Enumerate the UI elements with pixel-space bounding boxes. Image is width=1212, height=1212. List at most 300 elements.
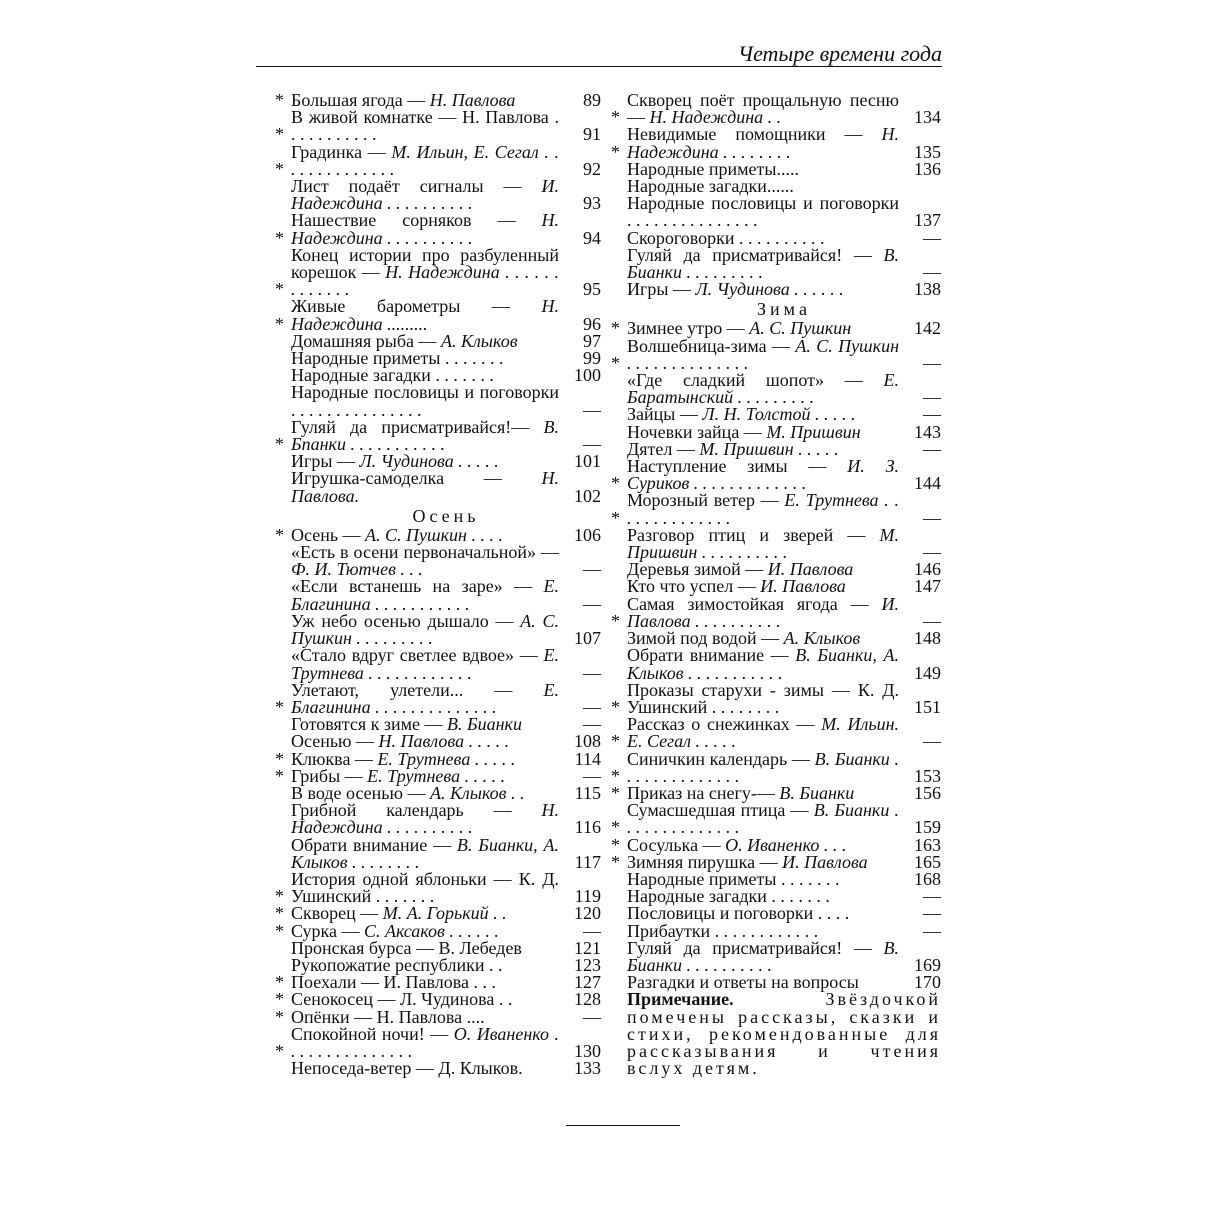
entry-author: В. Бианки . . . . . . . . . . <box>627 937 899 975</box>
entry-page-number: 106 <box>574 524 601 545</box>
entry-page-number: — <box>923 404 941 425</box>
recommended-marker: * <box>275 279 284 300</box>
entry-title <box>291 544 559 578</box>
entry-page-number: 135 <box>914 141 941 162</box>
entry-author: М. Пришвин . . . . . <box>699 438 839 459</box>
entry-title-text: Волшебница-зима — <box>627 335 796 356</box>
entry-page-number: 108 <box>574 731 601 752</box>
entry-author: А. С. Пушкин . . . . . . . . . <box>291 610 559 649</box>
toc-entry <box>611 281 941 298</box>
recommended-marker: * <box>611 141 620 162</box>
entry-title-text: Народные приметы . . . . . . . <box>291 348 504 369</box>
toc-entry <box>275 1023 601 1061</box>
entry-author: Н. Надеждина ......... <box>291 296 559 334</box>
toc-entry <box>275 834 601 872</box>
recommended-marker: * <box>275 1040 284 1061</box>
recommended-marker: * <box>275 972 284 993</box>
entry-title-text: Гуляй да присматривайся!— <box>291 416 544 437</box>
entry-title-text: История одной яблоньки — К. Д. Ушинский . . . . . . . <box>291 868 559 907</box>
toc-entry <box>275 416 601 455</box>
footnote-text: Звёздочкой помечены рассказы, сказки и стихи, рекомендованные для рассказывания и чтения вслух детям. <box>627 989 941 1079</box>
entry-page-number: — <box>583 696 601 717</box>
entry-title-text: Обрати внимание — <box>291 834 457 855</box>
toc-entry <box>611 244 941 283</box>
entry-page-number: 93 <box>583 193 601 214</box>
entry-author: Л. Н. Толстой . . . . . <box>702 404 856 425</box>
entry-page-number: 142 <box>914 318 941 339</box>
entry-title <box>627 524 899 563</box>
entry-page-number: 143 <box>914 421 941 442</box>
toc-entry <box>275 610 601 649</box>
toc-entry <box>275 178 601 212</box>
entry-title-text: Рассказ о снежинках — <box>627 714 822 735</box>
entry-title <box>291 679 559 717</box>
entry-author: Е. Трутнева . . . . . <box>377 748 516 769</box>
entry-title-text: В живой комнатке — Н. Павлова . . . . . . . . . . . <box>291 107 559 145</box>
entry-title <box>627 716 899 750</box>
toc-entry <box>275 679 601 717</box>
entry-author: В. Бианки <box>446 714 522 735</box>
entry-page-number: 102 <box>574 485 601 506</box>
entry-author: Ф. И. Тютчев . . . <box>291 559 423 580</box>
entry-page-number: 97 <box>583 330 601 351</box>
entry-page-number: 117 <box>574 851 601 872</box>
recommended-marker: * <box>275 765 284 786</box>
entry-page-number: — <box>583 434 601 455</box>
entry-page-number: 149 <box>914 662 941 683</box>
entry-page-number: 114 <box>574 748 601 769</box>
entry-page-number: 89 <box>583 90 601 110</box>
recommended-marker: * <box>275 90 284 110</box>
entry-author: В. Бианки . . . . . . . . . . . . . . <box>627 800 899 838</box>
recommended-marker: * <box>275 903 284 924</box>
entry-title-text: Игры — <box>291 451 360 472</box>
entry-title-text: Синичкин календарь — <box>627 748 815 769</box>
entry-page-number: — <box>583 714 601 735</box>
entry-title-text: Живые барометры — <box>291 296 542 317</box>
entry-author: Е. Баратынский . . . . . . . . . <box>627 370 899 408</box>
entry-title-text: Сосулька — <box>627 834 726 855</box>
entry-title-text: Обрати внимание — <box>627 645 796 666</box>
entry-title-text: Зимой под водой — <box>627 628 784 649</box>
entry-title-text: Игры — <box>627 279 696 300</box>
entry-title <box>291 868 559 907</box>
entry-title-text: Кто что успел — <box>627 576 761 597</box>
entry-title <box>291 244 559 300</box>
toc-entry <box>275 109 601 143</box>
entry-title-text: Сумасшедшая птица — <box>627 800 814 821</box>
recommended-marker: * <box>275 434 284 455</box>
entry-page-number: 123 <box>574 954 601 975</box>
entry-title-text: Домашняя рыба — <box>291 330 441 351</box>
entry-title-text: Морозный ветер — <box>627 490 785 511</box>
entry-page-number: 94 <box>583 227 601 248</box>
recommended-marker: * <box>275 920 284 941</box>
entry-title-text: Спокойной ночи! — <box>291 1023 454 1044</box>
entry-title-text: Прибаутки . . . . . . . . . . . . <box>627 920 819 941</box>
entry-author: В. Бпанки . . . . . . . . . . . <box>291 416 559 455</box>
entry-page-number: 144 <box>914 473 941 494</box>
entry-page-number: — <box>923 610 941 631</box>
recommended-marker: * <box>611 610 620 631</box>
entry-page-number: — <box>923 352 941 373</box>
entry-title-text: Градинка — <box>291 141 392 162</box>
entry-title-text: Нашествие сорняков — <box>291 210 542 231</box>
entry-title-text: «Где сладкий шопот» — <box>627 370 884 391</box>
entry-author: Л. Чудинова . . . . . . <box>695 279 844 300</box>
entry-author: Н. Надеждина . . . . . . . . . . <box>291 800 559 838</box>
entry-title <box>291 212 559 246</box>
entry-title-text: Сурка — <box>291 920 365 941</box>
entry-author: И. Павлова <box>767 559 854 580</box>
toc-entry <box>611 748 941 786</box>
recommended-marker: * <box>275 696 284 717</box>
toc-right-column <box>611 92 941 1077</box>
entry-author: Н. Надеждина . . <box>649 107 782 128</box>
toc-entry <box>275 647 601 681</box>
entry-page-number: 119 <box>574 886 601 907</box>
recommended-marker: * <box>611 851 620 872</box>
entry-title-text: Приказ на снегу-— <box>627 782 780 803</box>
entry-title-text: Грибной календарь — <box>291 800 542 821</box>
entry-author: Е. Трутнева . . . . . <box>367 765 506 786</box>
entry-title-text: «Есть в осени первоначальной» — <box>291 542 559 563</box>
entry-title-text: Опёнки — Н. Павлова .... <box>291 1006 485 1027</box>
entry-page-number: 159 <box>914 817 941 838</box>
section-heading: Осень <box>412 505 480 526</box>
entry-author: Н. Павлова. <box>291 468 559 506</box>
entry-title-text: Народные загадки . . . . . . . <box>291 365 494 386</box>
toc-entry <box>275 141 601 179</box>
entry-author: В. Бианки . . . . . . . . . . . . . . <box>627 748 899 786</box>
entry-title <box>291 1060 559 1077</box>
entry-author: Н. Надеждина . . . . . . . . . . <box>291 210 559 248</box>
entry-title <box>291 416 559 455</box>
entry-author: В. Бианки, А. Клыков . . . . . . . . <box>291 834 559 872</box>
section-heading: Зима <box>757 299 811 320</box>
entry-author: И. З. Суриков . . . . . . . . . . . . . <box>627 456 899 494</box>
entry-page-number: 147 <box>914 576 941 597</box>
entry-title <box>627 92 899 126</box>
header-divider <box>256 66 942 67</box>
entry-author: С. Аксаков . . . . . . <box>364 920 499 941</box>
entry-title-text: Ночевки зайца — <box>627 421 767 442</box>
entry-title-text: Рукопожатие республики . . <box>291 954 503 975</box>
entry-title-text: Конец истории про разбуленный корешок — <box>291 244 559 283</box>
recommended-marker: * <box>611 731 620 752</box>
entry-title-text: Невидимые помощники — <box>627 124 882 145</box>
toc-left-column <box>275 92 601 1077</box>
entry-title <box>291 470 559 504</box>
entry-page-number: — <box>583 765 601 786</box>
toc-entry <box>275 470 601 504</box>
toc-entry <box>611 372 941 406</box>
entry-page-number: 169 <box>914 954 941 975</box>
entry-page-number: 120 <box>574 903 601 924</box>
recommended-marker: * <box>275 524 284 545</box>
entry-author: А. С. Пушкин . . . . <box>365 524 503 545</box>
entry-title <box>627 937 899 975</box>
entry-title <box>627 372 899 406</box>
recommended-marker: * <box>275 748 284 769</box>
entry-page-number: 121 <box>574 937 601 958</box>
toc-entry <box>275 544 601 578</box>
toc-entry <box>611 524 941 563</box>
entry-page-number: 148 <box>914 628 941 649</box>
entry-title <box>627 748 899 786</box>
entry-author: М. Пришвин . . . . . . . . . . <box>627 524 899 563</box>
entry-page-number: — <box>583 559 601 580</box>
entry-author: Н. Надеждина . . . . . . . . . . . . . <box>291 262 559 300</box>
entry-title-text: Гуляй да присматривайся! — <box>627 244 884 265</box>
entry-page-number: 92 <box>583 158 601 179</box>
recommended-marker: * <box>611 352 620 373</box>
entry-page-number: 170 <box>914 972 941 993</box>
entry-page-number: — <box>583 920 601 941</box>
toc-entry <box>275 212 601 246</box>
entry-title-text: Самая зимостойкая ягода — <box>627 593 882 614</box>
entry-page-number: 168 <box>914 868 941 889</box>
recommended-marker: * <box>611 507 620 528</box>
entry-author: Н. Павлова <box>429 90 516 110</box>
entry-author: А. С. Пушкин . . . . . . . . . . . . . . <box>627 335 899 373</box>
recommended-marker: * <box>611 107 620 128</box>
entry-author: О. Иваненко . . . . . . . . . . . . . . . <box>291 1023 559 1061</box>
recommended-marker: * <box>611 473 620 494</box>
entry-page-number: 151 <box>914 696 941 717</box>
recommended-marker: * <box>275 989 284 1010</box>
entry-title-text: Проказы старухи - зимы — К. Д. Ушинский . . . . . . . . <box>627 679 899 717</box>
entry-author: М. Пришвин <box>766 421 861 442</box>
entry-title-text: Уж небо осенью дышало — <box>291 610 521 631</box>
recommended-marker: * <box>611 765 620 786</box>
entry-title-text: Осенью — <box>291 731 379 752</box>
entry-author: М. А. Горький . . <box>382 903 507 924</box>
running-head-title: Четыре времени года <box>737 41 942 66</box>
entry-page-number: — <box>583 662 601 683</box>
toc-entry <box>611 679 941 717</box>
entry-page-number: 95 <box>583 279 601 300</box>
toc-entry <box>275 1060 601 1077</box>
footnote-label: Примечание. <box>627 989 734 1010</box>
toc-entry <box>611 802 941 836</box>
entry-page-number: — <box>923 262 941 283</box>
entry-title-text: Непоседа-ветер — Д. Клыков. <box>291 1058 523 1079</box>
entry-author: А. Клыков <box>441 330 518 351</box>
entry-author: И. Павлова <box>782 851 868 872</box>
toc-entry <box>611 593 941 631</box>
entry-title-text: Сенокосец — Л. Чудинова . . <box>291 989 513 1010</box>
entry-page-number: 116 <box>574 817 601 838</box>
entry-page-number: 156 <box>914 782 941 803</box>
entry-page-number: 128 <box>574 989 601 1010</box>
entry-page-number: 96 <box>583 313 601 334</box>
entry-title <box>627 195 899 229</box>
entry-title-text: Поехали — И. Павлова . . . <box>291 972 496 993</box>
entry-title-text: В воде осенью — <box>291 782 430 803</box>
toc-entry <box>275 244 601 300</box>
entry-page-number: 130 <box>574 1040 601 1061</box>
toc-entry <box>611 458 941 492</box>
entry-author: А. С. Пушкин <box>749 318 852 339</box>
entry-title-text: Большая ягода — <box>291 90 430 110</box>
entry-author: И. Павлова . . . . . . . . . . <box>627 593 899 631</box>
entry-title-text: Игрушка-самоделка — <box>291 468 542 489</box>
entry-page-number: — <box>923 438 941 459</box>
entry-title <box>627 335 899 373</box>
entry-author: Л. Чудинова . . . . . <box>359 451 499 472</box>
entry-title-text: Скворец — <box>291 903 383 924</box>
entry-title <box>627 593 899 631</box>
entry-page-number: 136 <box>914 158 941 179</box>
entry-title-text: Готовятся к зиме — <box>291 714 447 735</box>
entry-title-text: Народные приметы..... <box>627 158 799 179</box>
entry-title <box>291 610 559 649</box>
recommended-marker: * <box>611 817 620 838</box>
toc-entry <box>611 937 941 975</box>
recommended-marker: * <box>275 124 284 145</box>
entry-author: М. Ильин. Е. Сегал . . . . . <box>627 714 900 752</box>
toc-entry <box>275 802 601 836</box>
entry-page-number: 163 <box>914 834 941 855</box>
entry-page-number: 115 <box>574 782 601 803</box>
recommended-marker: * <box>611 834 620 855</box>
entry-title <box>291 578 559 612</box>
toc-entry <box>275 578 601 612</box>
entry-page-number: 100 <box>574 365 601 386</box>
toc-entry <box>611 647 941 681</box>
toc-entry <box>611 126 941 160</box>
toc-entry <box>275 298 601 332</box>
entry-author: О. Иваненко . . . <box>725 834 847 855</box>
entry-title-text: Разгадки и ответы на вопросы <box>627 972 859 993</box>
entry-title-text: Народные пословицы и поговорки . . . . . . . . . . . . . . . <box>291 382 559 420</box>
entry-title-text: «Если встанешь на заре» — <box>291 576 544 597</box>
entry-title <box>291 647 559 681</box>
entry-page-number: — <box>923 886 941 907</box>
entry-author: А. Клыков . . <box>429 782 525 803</box>
entry-page-number: — <box>583 399 601 420</box>
entry-title-text: Наступление зимы — <box>627 456 848 477</box>
entry-author: И. Надеждина . . . . . . . . . . <box>291 176 559 214</box>
entry-title <box>627 802 899 836</box>
entry-title-text: Клюква — <box>291 748 378 769</box>
entry-author: В. Бианки, А. Клыков . . . . . . . . . . . <box>627 645 899 683</box>
entry-title <box>291 141 559 179</box>
entry-page-number: 101 <box>574 451 601 472</box>
recommended-marker: * <box>275 313 284 334</box>
entry-title-text: Грибы — <box>291 765 368 786</box>
entry-page-number: 99 <box>583 348 601 369</box>
entry-title-text: Деревья зимой — <box>627 559 768 580</box>
recommended-marker: * <box>275 1006 284 1027</box>
entry-title <box>627 647 899 681</box>
entry-title-text: Народные загадки . . . . . . . <box>627 886 830 907</box>
toc-entry <box>611 195 941 229</box>
entry-title-text: Улетают, улетели... — <box>291 679 544 700</box>
entry-page-number: 133 <box>574 1058 601 1079</box>
entry-page-number: 134 <box>914 107 941 128</box>
entry-page-number: 137 <box>914 210 941 231</box>
footnote <box>611 991 941 1077</box>
entry-author: И. Павлова <box>760 576 846 597</box>
entry-title-text: Осень — <box>291 524 366 545</box>
entry-author: В. Бианки . . . . . . . . . <box>627 244 899 283</box>
entry-title <box>291 802 559 836</box>
entry-page-number: — <box>923 903 941 924</box>
entry-page-number: — <box>923 731 941 752</box>
entry-page-number: — <box>923 920 941 941</box>
entry-title <box>291 109 559 143</box>
entry-title-text: Народные пословицы и поговорки . . . . . . . . . . . . . . . <box>627 193 899 231</box>
entry-title <box>291 1023 559 1061</box>
toc-entry <box>611 492 941 526</box>
entry-author: В. Бианки <box>779 782 855 803</box>
toc-entry <box>611 92 941 126</box>
entry-page-number: — <box>923 542 941 563</box>
entry-author: А. Клыков <box>783 628 861 649</box>
entry-author: Е. Благинина . . . . . . . . . . . <box>291 576 559 614</box>
entry-author: Н. Надеждина . . . . . . . . <box>627 124 899 162</box>
toc-entry <box>275 868 601 907</box>
entry-page-number: 153 <box>914 765 941 786</box>
entry-page-number: 138 <box>914 279 941 300</box>
entry-author: Е. Трутнева . . . . . . . . . . . . . . <box>627 490 899 528</box>
entry-page-number: — <box>583 1006 601 1027</box>
entry-page-number: 165 <box>914 851 941 872</box>
entry-title <box>627 492 899 526</box>
entry-author: Н. Павлова . . . . . <box>378 731 510 752</box>
entry-title-text: Зимнее утро — <box>627 318 750 339</box>
entry-title <box>627 679 899 717</box>
bottom-divider <box>566 1125 680 1126</box>
entry-page-number: 146 <box>914 559 941 580</box>
entry-title-text: Зайцы — <box>627 404 703 425</box>
entry-author: М. Ильин, Е. Сегал . . . . . . . . . . . . . . <box>291 141 559 179</box>
entry-page-number: 91 <box>583 124 601 145</box>
entry-title-text: Пословицы и поговорки . . . . <box>627 903 850 924</box>
entry-title-text: Дятел — <box>627 438 700 459</box>
entry-page-number: — <box>923 507 941 528</box>
recommended-marker: * <box>611 782 620 803</box>
toc-entry <box>611 716 941 750</box>
entry-page-number: — <box>923 227 941 248</box>
entry-title <box>291 298 559 332</box>
entry-title <box>291 178 559 212</box>
entry-title-text: «Стало вдруг светлее вдвое» — <box>291 645 544 666</box>
entry-title-text: Скворец поёт прощальную песню — <box>627 90 899 128</box>
recommended-marker: * <box>275 227 284 248</box>
recommended-marker: * <box>611 318 620 339</box>
entry-title-text: Гуляй да присматривайся! — <box>627 937 884 958</box>
entry-title-text: Скороговорки . . . . . . . . . . <box>627 227 825 248</box>
entry-author: Е. Трутнева . . . . . . . . . . . . <box>291 645 559 683</box>
entry-title-text: Пронская бурса — В. Лебедев <box>291 937 522 958</box>
entry-title <box>291 384 559 418</box>
entry-page-number: 107 <box>574 628 601 649</box>
entry-title <box>627 244 899 283</box>
entry-title <box>291 834 559 872</box>
entry-title <box>627 458 899 492</box>
entry-page-number: — <box>923 387 941 408</box>
recommended-marker: * <box>275 158 284 179</box>
toc-entry <box>611 335 941 373</box>
entry-title <box>627 281 899 298</box>
entry-author: Е. Благинина . . . . . . . . . . . . . . <box>291 679 559 717</box>
entry-title-text: Разговор птиц и зверей — <box>627 524 880 545</box>
toc-entry <box>275 384 601 418</box>
entry-page-number: 127 <box>574 972 601 993</box>
